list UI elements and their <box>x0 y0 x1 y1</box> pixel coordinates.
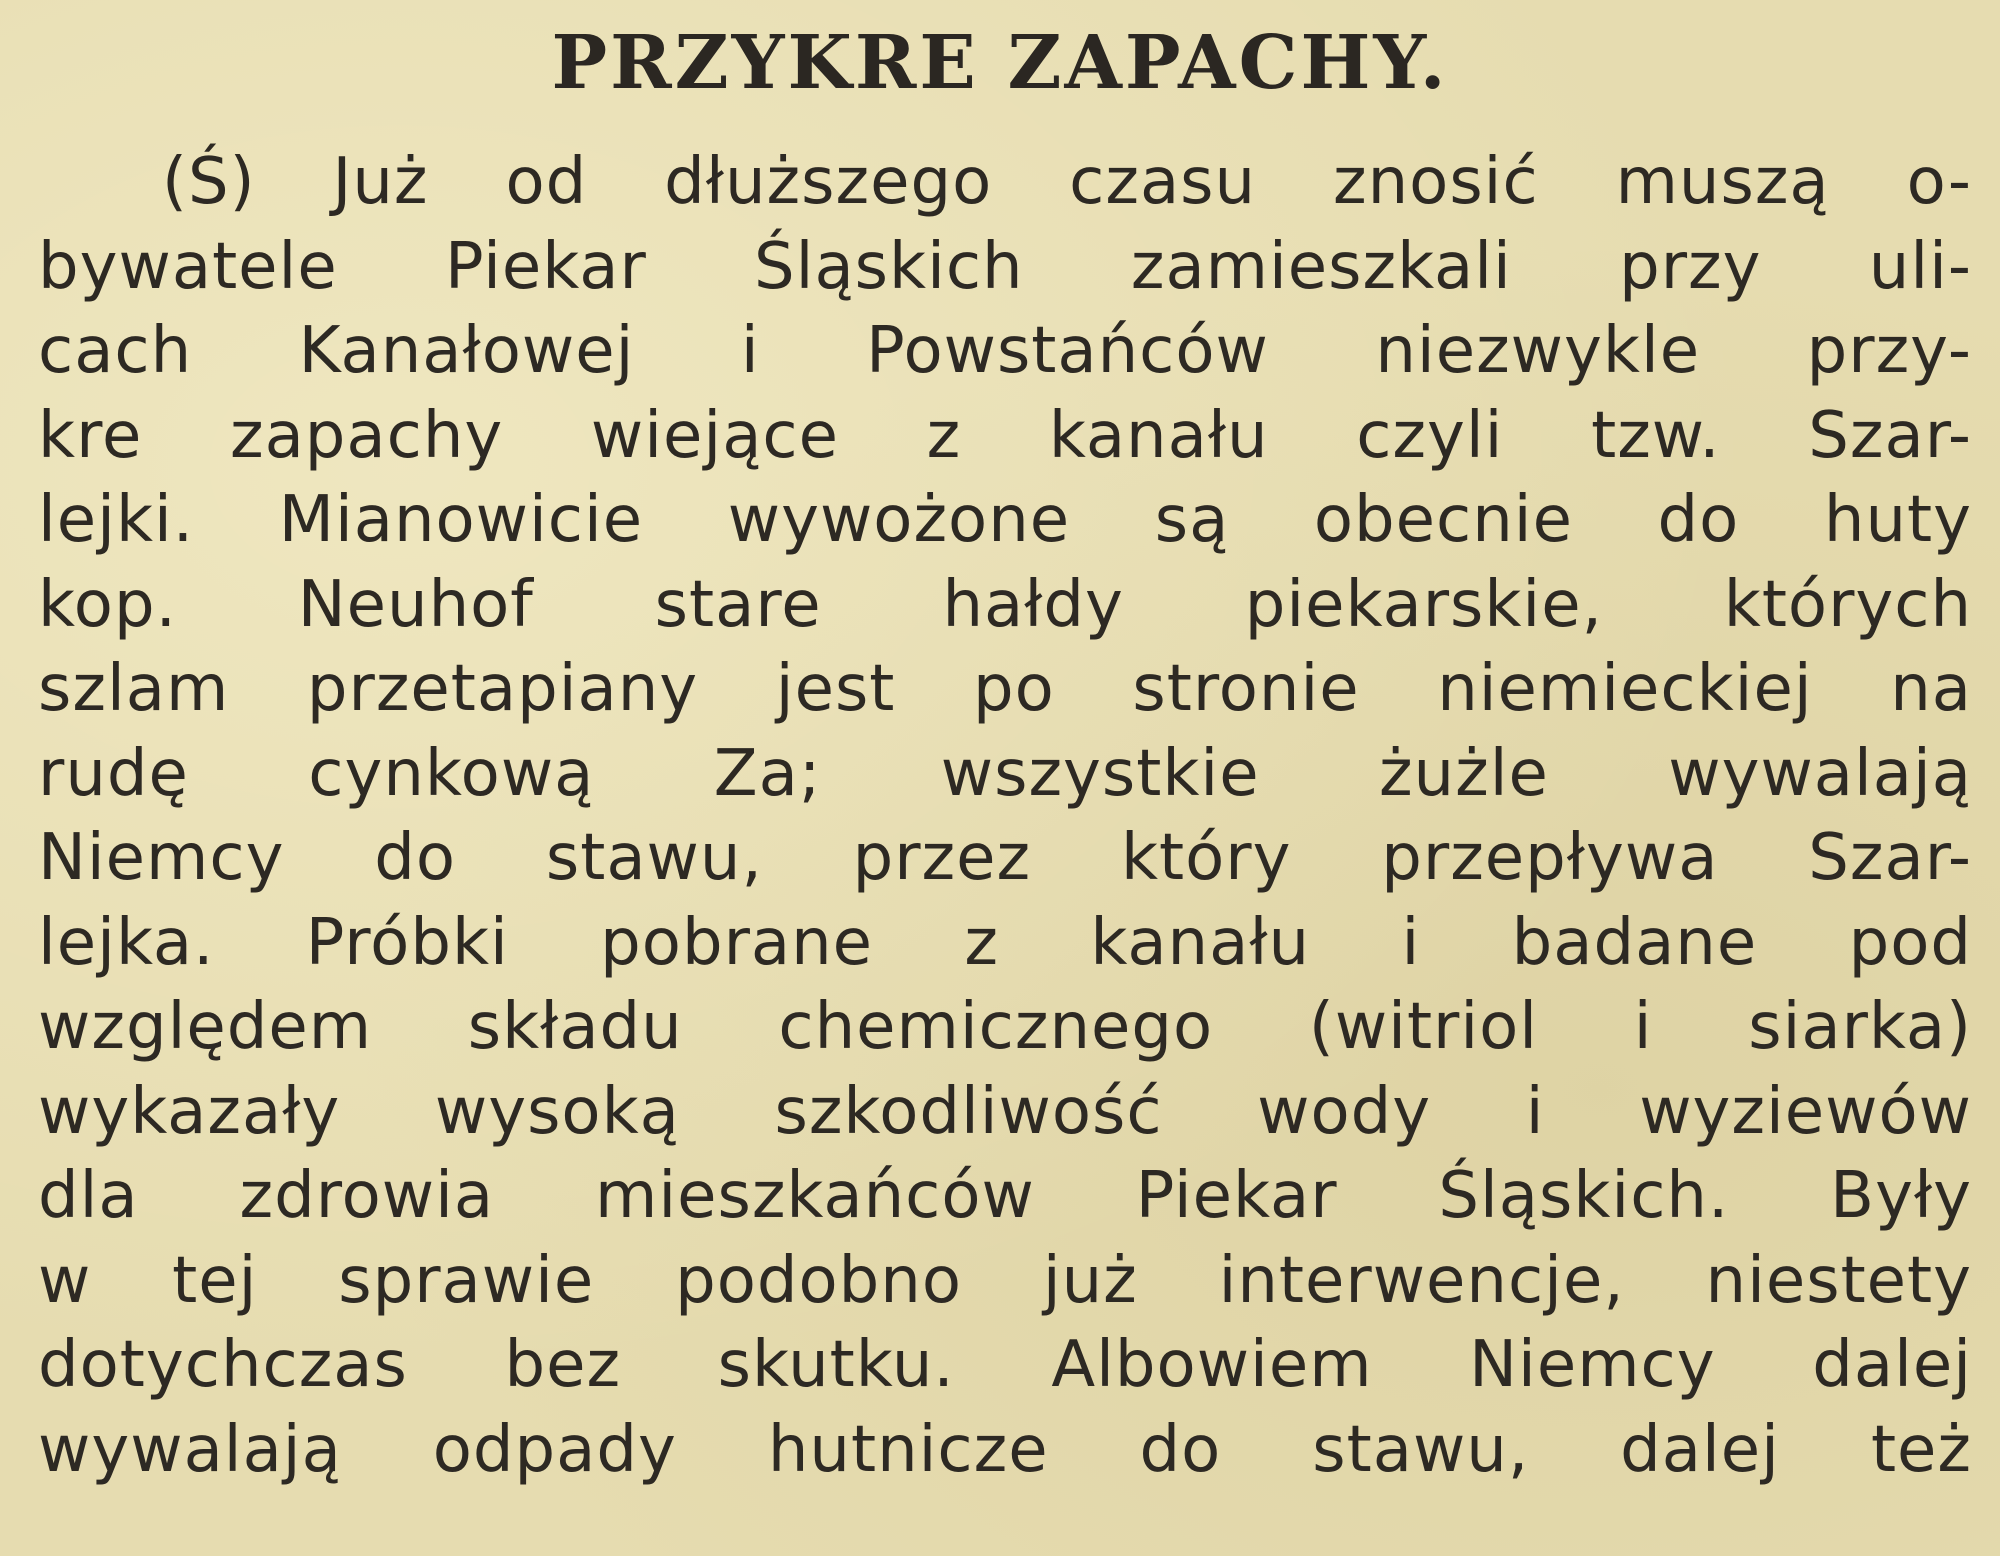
article-line: kop. Neuhof stare hałdy piekarskie, których <box>38 567 1972 642</box>
article-line: bywatele Piekar Śląskich zamieszkali przy uli- <box>38 229 1972 304</box>
article-line: dla zdrowia mieszkańców Piekar Śląskich. Były <box>38 1159 1972 1233</box>
article-line: (Ś) Już od dłuższego czasu znosić muszą o- <box>162 145 1972 219</box>
article-line: w tej sprawie podobno już interwencje, niestety <box>38 1243 1972 1318</box>
article-line: lejka. Próbki pobrane z kanału i badane pod <box>38 905 1972 980</box>
article-line: wykazały wysoką szkodliwość wody i wyziewów <box>38 1074 1972 1149</box>
article-line: lejki. Mianowicie wywożone są obecnie do huty <box>38 483 1972 557</box>
article-line: kre zapachy wiejące z kanału czyli tzw. Szar- <box>38 398 1972 473</box>
article-line: cach Kanałowej i Powstańców niezwykle przy- <box>38 314 1972 388</box>
article-line: względem składu chemicznego (witriol i siarka) <box>38 990 1972 1064</box>
article-body <box>38 140 1972 1492</box>
article-headline: PRZYKRE ZAPACHY. <box>551 20 1449 106</box>
article-line: Niemcy do stawu, przez który przepływa Szar- <box>38 821 1972 895</box>
article-line: rudę cynkową Za; wszystkie żużle wywalają <box>38 736 1972 811</box>
article-line: dotychczas bez skutku. Albowiem Niemcy dalej <box>38 1328 1972 1402</box>
article-line: szlam przetapiany jest po stronie niemieckiej na <box>38 652 1972 726</box>
article-line: wywalają odpady hutnicze do stawu, dalej też <box>38 1412 1972 1487</box>
